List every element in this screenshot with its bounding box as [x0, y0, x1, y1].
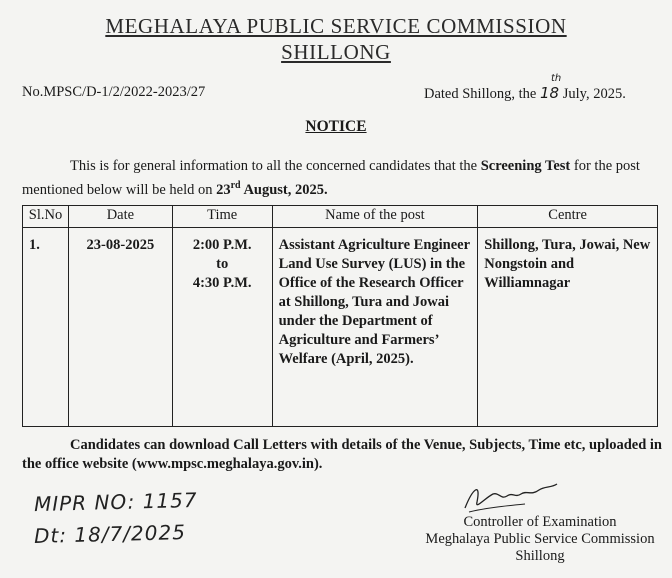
- signatory-place: Shillong: [515, 548, 565, 564]
- intro-date-rest: August, 2025.: [243, 181, 328, 198]
- day-suffix: th: [551, 73, 562, 84]
- reference-number: No.MPSC/D-1/2/2022-2023/27: [22, 84, 206, 100]
- intro-part1: This is for general information to all the concerned candidates that the: [70, 158, 478, 174]
- table-row: [23, 228, 658, 427]
- signatory-office: Meghalaya Public Service Commission: [425, 531, 655, 547]
- cell-centre: Shillong, Tura, Jowai, New Nongstoin and Williamnagar: [478, 228, 658, 427]
- intro-date-suffix: rd: [230, 180, 241, 191]
- header-centre: Centre: [478, 206, 658, 228]
- time-start: 2:00 P.M.: [192, 237, 252, 253]
- cell-sl-no: 1.: [23, 228, 69, 427]
- signatory-block: [420, 514, 660, 565]
- dated-line: [424, 73, 626, 103]
- intro-test-name: Screening Test: [480, 158, 571, 174]
- notice-title: NOTICE: [305, 118, 367, 135]
- time-end: 4:30 P.M.: [192, 275, 252, 291]
- cell-time: [172, 228, 272, 427]
- dated-prefix: Dated Shillong, the: [424, 86, 537, 102]
- header-date: Date: [68, 206, 172, 228]
- cell-post: Assistant Agriculture Engineer Land Use Survey (LUS) in the Office of the Research Officer at Shillong, Tura and Jowai under the Department of Agriculture and Farmers’ Welfare (April, 2025).: [272, 228, 478, 427]
- organisation-heading: MEGHALAYA PUBLIC SERVICE COMMISSION: [105, 14, 567, 38]
- table-header-row: [23, 206, 658, 228]
- city-heading: SHILLONG: [281, 40, 391, 64]
- signature-image: [455, 478, 565, 516]
- intro-date: [216, 182, 328, 198]
- time-to: to: [216, 256, 229, 272]
- intro-paragraph: [22, 156, 662, 200]
- dated-day: [540, 73, 562, 102]
- header-sl-no: Sl.No: [23, 206, 69, 228]
- header-post: Name of the post: [272, 206, 478, 228]
- download-note: Candidates can download Call Letters with details of the Venue, Subjects, Time etc, uploaded in the office website (www.mpsc.meghalaya.gov.in).: [22, 437, 663, 472]
- mipr-date-handwritten: Dt: 18/7/2025: [33, 520, 187, 548]
- cell-date: 23-08-2025: [68, 228, 172, 427]
- mipr-number-handwritten: MIPR NO: 1157: [33, 487, 198, 517]
- schedule-table: [22, 205, 658, 427]
- header-time: Time: [172, 206, 272, 228]
- dated-month-year: July, 2025.: [562, 86, 626, 102]
- signatory-designation: Controller of Examination: [463, 514, 617, 530]
- day-number: 18: [540, 84, 560, 102]
- intro-date-day: 23: [216, 181, 231, 198]
- intro-part2: for the post mentioned below will be held on: [22, 158, 640, 198]
